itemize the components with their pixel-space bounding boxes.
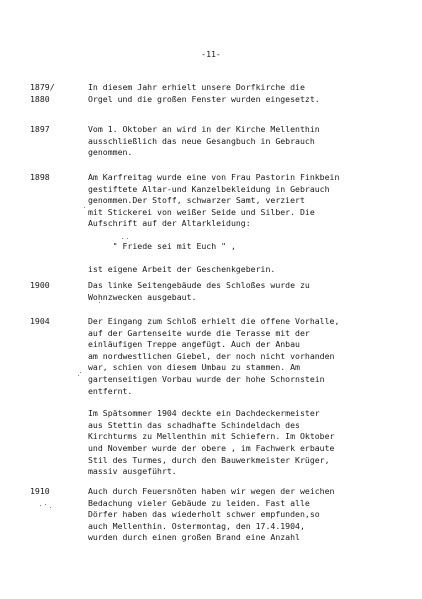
text-line: gestiftete Altar-und Kanzelbekleidung in Gebrauch <box>88 183 330 194</box>
scan-speck <box>50 507 51 508</box>
text-line: einläufigen Treppe angefügt. Auch der Anbau <box>88 339 300 350</box>
text-line: Orgel und die großen Fenster wurden eingesetzt. <box>88 93 320 104</box>
text-line: genommen.Der Stoff, schwarzer Samt, verziert <box>88 195 305 206</box>
entry-paragraph <box>88 172 418 230</box>
text-line: war, schien von diesem Umbau zu stammen. Am <box>88 362 300 373</box>
text-line: genommen. <box>88 147 133 158</box>
entry-text <box>88 172 418 286</box>
scan-speck <box>80 372 81 373</box>
text-line: Dörfer haben das wiederholt schwer empfunden,so <box>88 509 320 520</box>
entry-year: 1904 <box>30 316 50 326</box>
text-line: In diesem Jahr erhielt unsere Dorfkirche die <box>88 82 305 92</box>
text-line: und November wurde der obere , im Fachwerk erbaute <box>88 442 335 453</box>
inscription-quote <box>88 241 418 253</box>
entry-paragraph <box>88 82 418 105</box>
entry-text <box>88 316 418 489</box>
text-line: Das linke Seitengebäude des Schloßes wurde zu <box>88 280 310 290</box>
text-line: Stil des Turmes, durch den Bauwerkmeister Krüger, <box>88 454 330 465</box>
text-line: wurden durch einen großen Brand eine Anzahl <box>88 532 300 543</box>
text-line: am nordwestlichen Giebel, der noch nicht vorhanden <box>88 350 335 361</box>
entry-text <box>88 82 418 116</box>
page-number: -11- <box>201 49 221 59</box>
text-line: Der Eingang zum Schloß erhielt die offene Vorhalle, <box>88 316 340 326</box>
entry-year: 1897 <box>30 124 50 134</box>
text-line: entfernt. <box>88 385 133 396</box>
entry-year: 1910 <box>30 486 50 496</box>
text-line: Aufschrift auf der Altarkleidung: <box>88 218 251 229</box>
entry-paragraph <box>88 408 418 478</box>
text-line: Wohnzwecken ausgebaut. <box>88 291 197 302</box>
text-line: gartenseitigen Vorbau wurde der hohe Schornstein <box>88 373 325 384</box>
entry-year: 1879/ 1880 <box>30 82 55 104</box>
scan-speck <box>78 375 79 376</box>
entry-paragraph <box>88 280 418 303</box>
entry-paragraph <box>88 124 418 159</box>
entry-paragraph <box>88 264 418 276</box>
text-line: Kirchturms zu Mellenthin mit Schiefern. Im Oktober <box>88 431 335 442</box>
text-line: massiv ausgeführt. <box>88 466 177 477</box>
text-line: Auch durch Feuersnöten haben wir wegen der weichen <box>88 486 335 496</box>
text-line: ist eigene Arbeit der Geschenkgeberin. <box>88 263 276 274</box>
text-line: " Friede sei mit Euch " , <box>88 240 236 251</box>
entry-year: 1898 <box>30 172 50 182</box>
scan-speck <box>45 504 46 505</box>
entry-text <box>88 124 418 170</box>
scan-speck <box>40 505 41 506</box>
text-line: Vom 1. Oktober an wird in der Kirche Mellenthin <box>88 124 320 134</box>
text-line: aus Stettin das schadhafte Schindeldach des <box>88 419 300 430</box>
entry-text <box>88 280 418 314</box>
text-line: ausschließlich das neue Gesangbuch in Gebrauch <box>88 135 315 146</box>
scan-speck <box>84 207 85 208</box>
text-line: Am Karfreitag wurde eine von Frau Pastorin Finkbein <box>88 172 340 182</box>
entry-paragraph <box>88 316 418 397</box>
entry-text <box>88 486 418 555</box>
text-line: Im Spätsommer 1904 deckte ein Dachdeckermeister <box>88 408 320 419</box>
entry-paragraph <box>88 486 418 544</box>
text-line: auch Mellenthin. Ostermontag, den 17.4.1904, <box>88 520 305 531</box>
text-line: auf der Gartenseite wurde die Terasse mit der <box>88 327 310 338</box>
entry-year: 1900 <box>30 280 50 290</box>
text-line: mit Stickerei von weißer Seide und Silber. Die <box>88 206 315 217</box>
text-line: Bedachung vieler Gebäude zu leiden. Fast alle <box>88 497 310 508</box>
